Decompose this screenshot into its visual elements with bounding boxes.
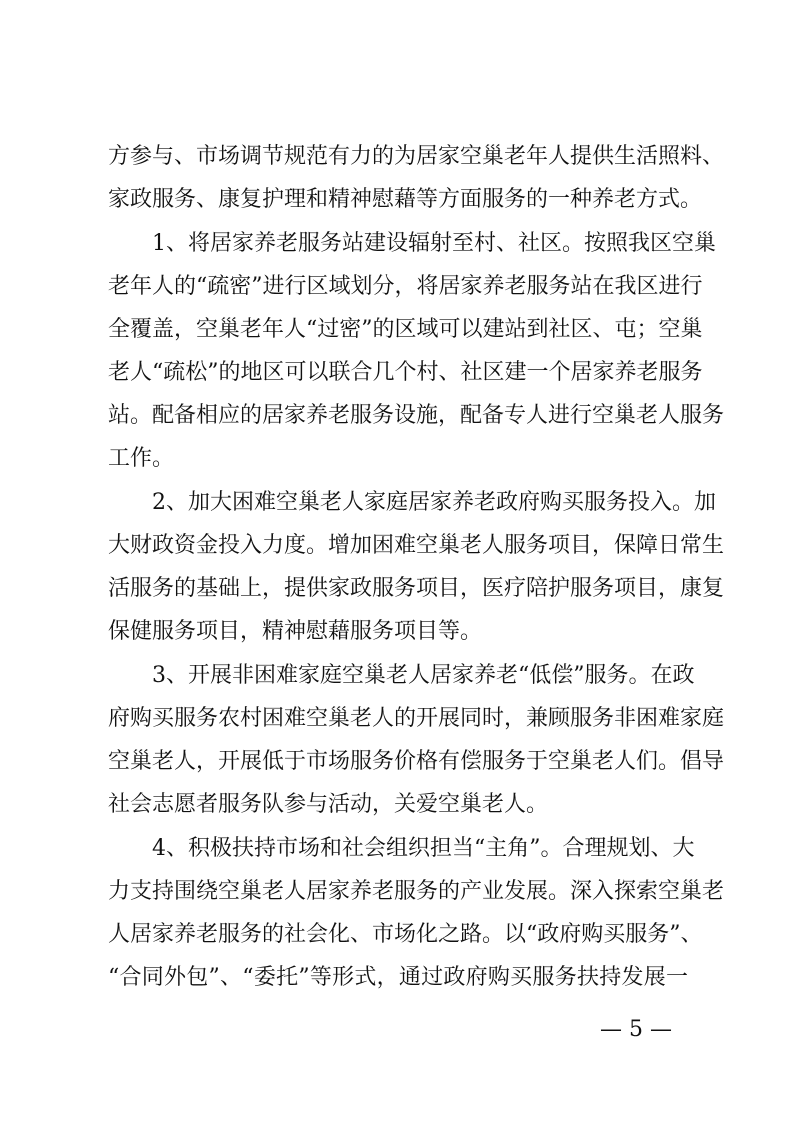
text-line: “合同外包”、“委托”等形式，通过政府购买服务扶持发展一 <box>108 965 688 990</box>
text-line: 家政服务、康复护理和精神慰藉等方面服务的一种养老方式。 <box>108 187 703 212</box>
text-line: 老人“疏松”的地区可以联合几个村、社区建一个居家养老服务 <box>108 360 703 385</box>
text-line: 工作。 <box>108 446 175 471</box>
text-line: 活服务的基础上，提供家政服务项目，医疗陪护服务项目，康复 <box>108 576 725 601</box>
text-line: 4、积极扶持市场和社会组织担当“主角”。合理规划、大 <box>108 836 695 861</box>
text-line: 府购买服务农村困难空巢老人的开展同时，兼顾服务非困难家庭 <box>108 706 725 731</box>
text-line: 空巢老人，开展低于市场服务价格有偿服务于空巢老人们。倡导 <box>108 749 725 774</box>
text-line: 人居家养老服务的社会化、市场化之路。以“政府购买服务”、 <box>108 922 703 947</box>
text-line: 大财政资金投入力度。增加困难空巢老人服务项目，保障日常生 <box>108 533 725 558</box>
text-line: 保健服务项目，精神慰藉服务项目等。 <box>108 619 483 644</box>
text-line: 1、将居家养老服务站建设辐射至村、社区。按照我区空巢 <box>108 231 716 256</box>
text-line: 力支持围绕空巢老人居家养老服务的产业发展。深入探索空巢老 <box>108 879 725 904</box>
text-line: 方参与、市场调节规范有力的为居家空巢老年人提供生活照料、 <box>108 144 725 169</box>
text-line: 2、加大困难空巢老人家庭居家养老政府购买服务投入。加 <box>108 490 716 515</box>
page-number: — 5 — <box>600 1017 672 1042</box>
text-line: 3、开展非困难家庭空巢老人居家养老“低偿”服务。在政 <box>108 663 695 688</box>
text-line: 站。配备相应的居家养老服务设施，配备专人进行空巢老人服务 <box>108 403 725 428</box>
text-line: 老年人的“疏密”进行区域划分，将居家养老服务站在我区进行 <box>108 274 703 299</box>
text-line: 社会志愿者服务队参与活动，关爱空巢老人。 <box>108 792 549 817</box>
text-line: 全覆盖，空巢老年人“过密”的区域可以建站到社区、屯；空巢 <box>108 317 703 342</box>
